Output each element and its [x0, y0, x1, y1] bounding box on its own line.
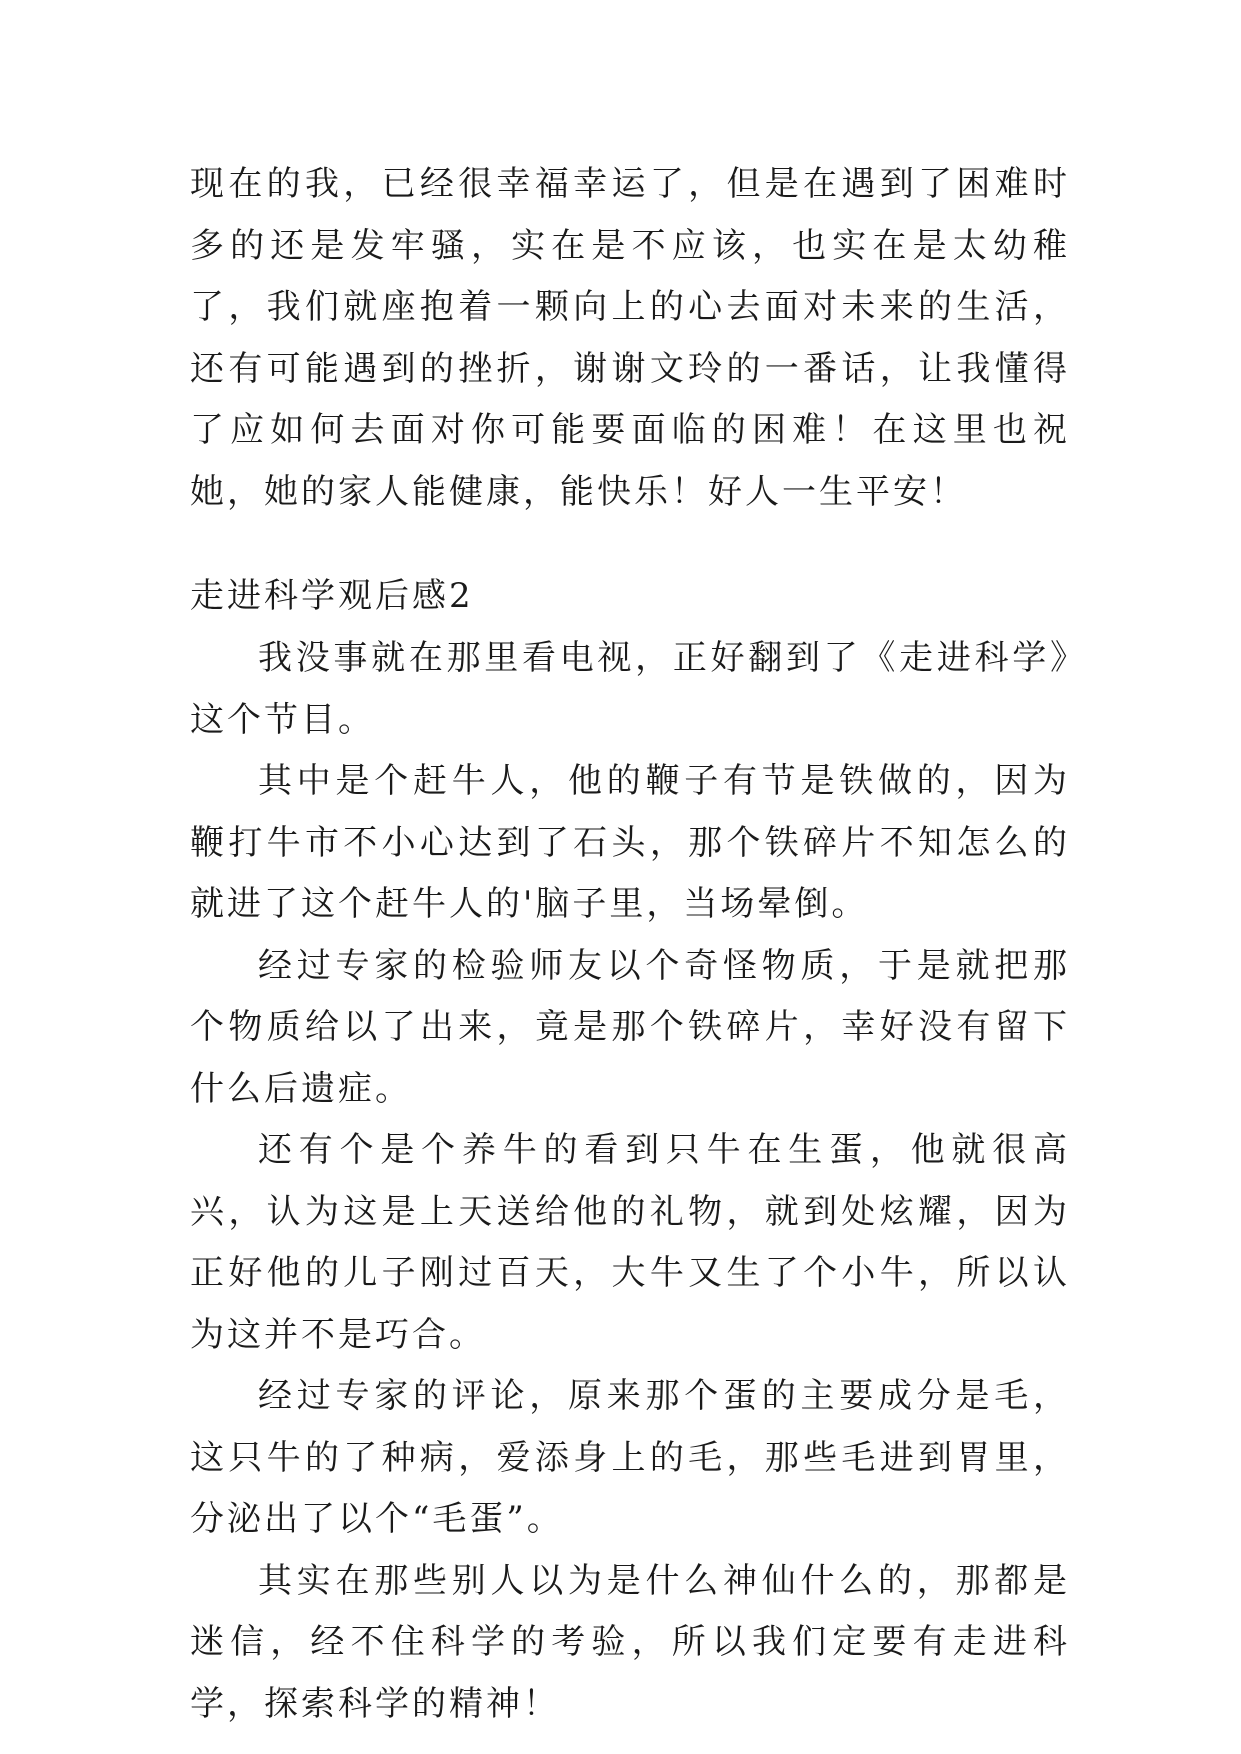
- intro-section: [190, 154, 1070, 523]
- intro-paragraph: 现在的我，已经很幸福幸运了，但是在遇到了困难时多的还是发牢骚，实在是不应该，也实在是太幼稚了，我们就座抱着一颗向上的心去面对未来的生活，还有可能遇到的挫折，谢谢文玲的一番话，让我懂得了应如何去面对你可能要面临的困难！在这里也祝她，她的家人能健康，能快乐！好人一生平安！: [190, 164, 1070, 512]
- paragraph-5: 经过专家的评论，原来那个蛋的主要成分是毛，这只牛的了种病，爱添身上的毛，那些毛进到胃里，分泌出了以个“毛蛋”。: [190, 1376, 1070, 1539]
- paragraph-2: 其中是个赶牛人，他的鞭子有节是铁做的，因为鞭打牛市不小心达到了石头，那个铁碎片不知怎么的就进了这个赶牛人的'脑子里，当场晕倒。: [190, 761, 1070, 924]
- article-body: [190, 628, 1070, 1735]
- section-title: 走进科学观后感2: [190, 576, 474, 616]
- paragraph-3: 经过专家的检验师友以个奇怪物质，于是就把那个物质给以了出来，竟是那个铁碎片，幸好没有留下什么后遗症。: [190, 945, 1070, 1109]
- paragraph-4: 还有个是个养牛的看到只牛在生蛋，他就很高兴，认为这是上天送给他的礼物，就到处炫耀，因为正好他的儿子刚过百天，大牛又生了个小牛，所以认为这并不是巧合。: [190, 1130, 1070, 1355]
- paragraph-6: 其实在那些别人以为是什么神仙什么的，那都是迷信，经不住科学的考验，所以我们定要有走进科学，探索科学的精神！: [190, 1560, 1070, 1724]
- paragraph-1: 我没事就在那里看电视，正好翻到了《走进科学》这个节目。: [190, 638, 1070, 740]
